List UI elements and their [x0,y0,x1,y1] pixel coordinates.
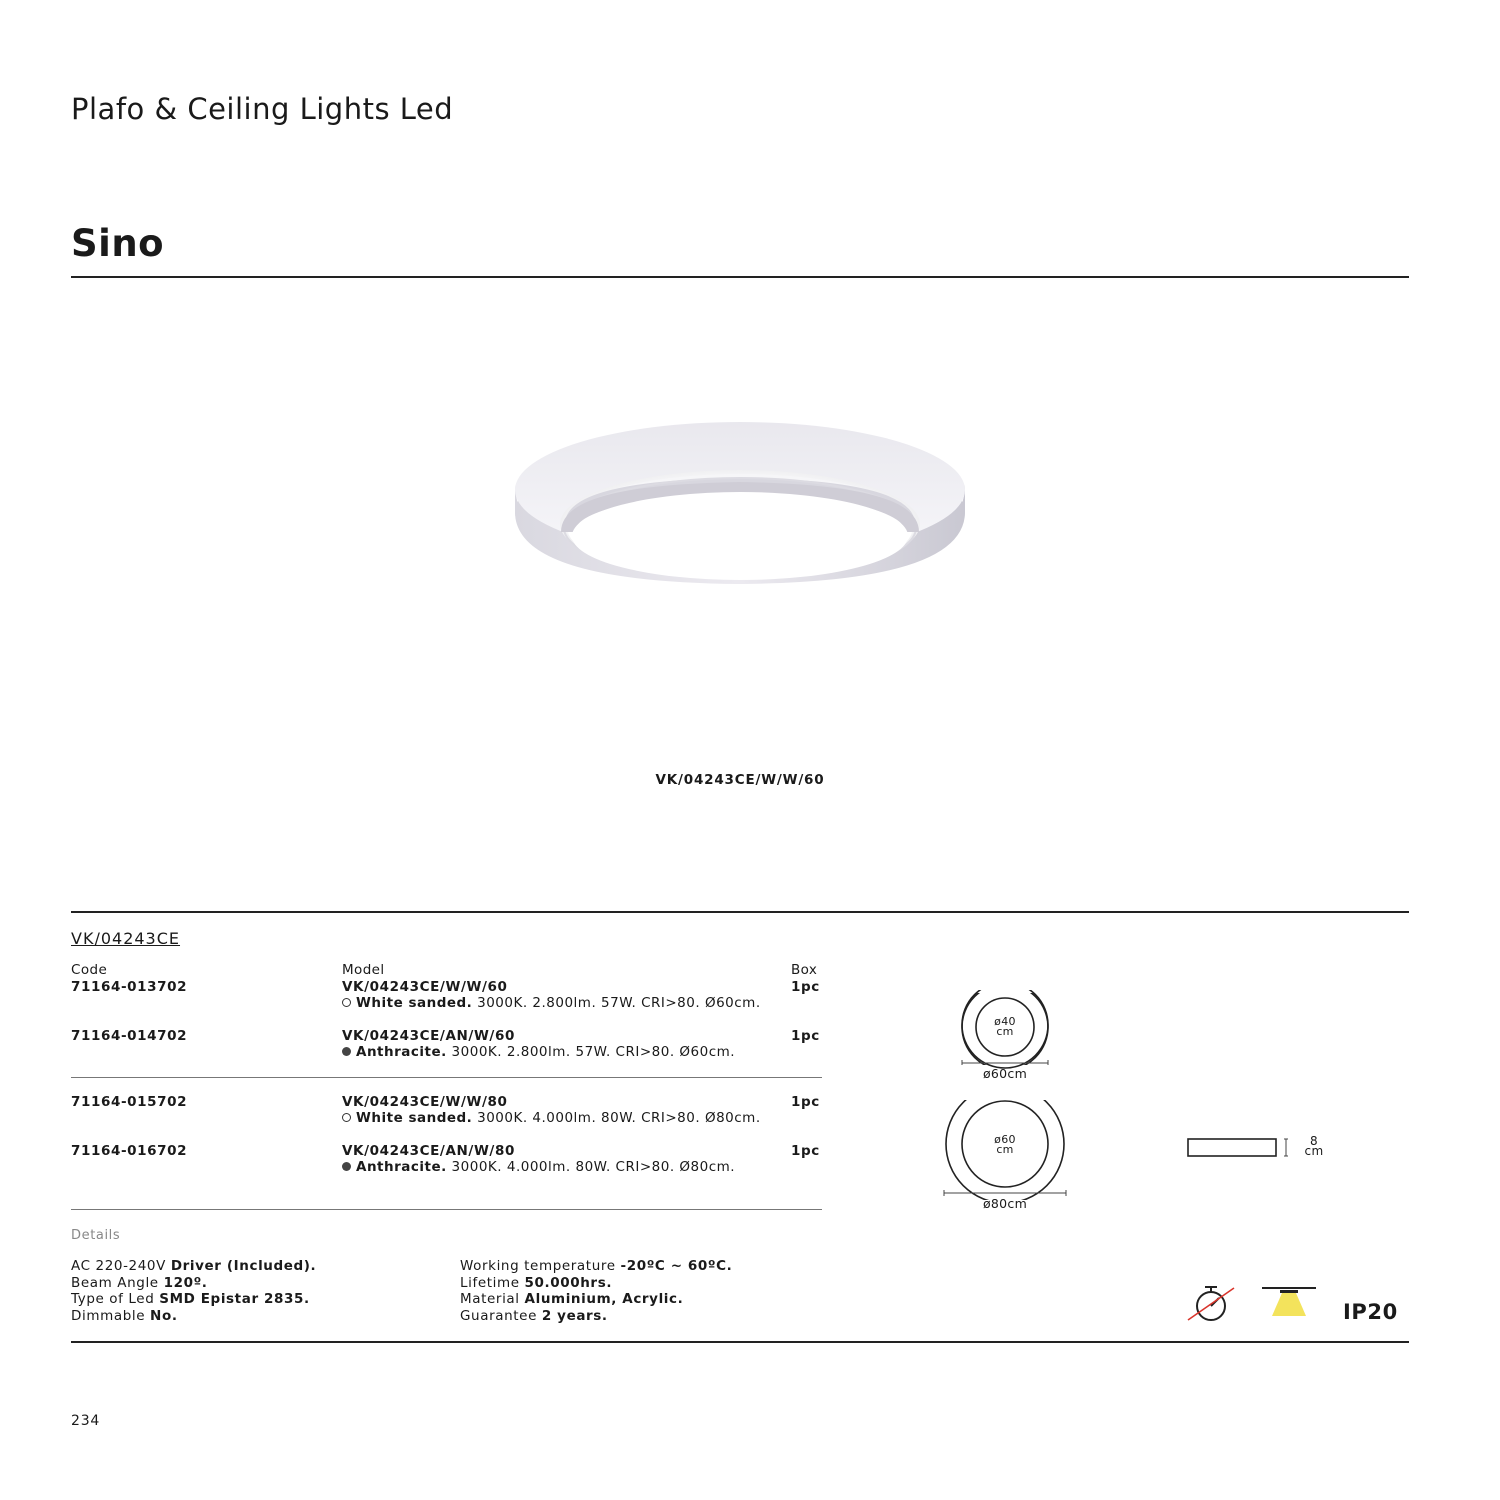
group-divider [71,1077,822,1078]
col-header-box: Box [791,962,818,978]
product-caption: VK/04243CE/W/W/60 [655,772,825,788]
detail-line: Dimmable No. [71,1307,178,1324]
downlight-beam-icon [1260,1284,1318,1320]
white-finish-icon [342,998,351,1007]
detail-line: Guarantee 2 years. [460,1307,608,1324]
table-row-code: 71164-014702 [71,1028,188,1044]
non-dimmable-icon [1184,1284,1238,1324]
table-row-box: 1pc [791,979,820,995]
anthracite-finish-icon [342,1162,351,1171]
side-profile-drawing [1186,1136,1292,1160]
product-image [505,412,975,592]
small-outer-diameter: ø60cm [982,1066,1028,1081]
product-title: Sino [71,222,165,265]
col-header-model: Model [342,962,385,978]
white-finish-icon [342,1113,351,1122]
page-number: 234 [71,1413,101,1429]
product-family-code: VK/04243CE [71,929,181,948]
details-right [460,1258,732,1324]
table-row-model: VK/04243CE/AN/W/80 [342,1143,515,1159]
detail-line: Beam Angle 120º. [71,1274,208,1291]
table-row-box: 1pc [791,1028,820,1044]
table-row-description: White sanded. 3000K. 4.000lm. 80W. CRI>80. Ø80cm. [342,1110,761,1126]
anthracite-finish-icon [342,1047,351,1056]
details-left [71,1258,316,1324]
small-inner-diameter: ø40 cm [994,1015,1016,1038]
section-divider [71,911,1409,913]
table-row-box: 1pc [791,1094,820,1110]
footer-divider [71,1341,1409,1343]
detail-line: Type of Led SMD Epistar 2835. [71,1291,310,1307]
height-dimension: 8 cm [1304,1134,1324,1158]
detail-line: Lifetime 50.000hrs. [460,1274,613,1291]
table-row-description: White sanded. 3000K. 2.800lm. 57W. CRI>80. Ø60cm. [342,995,761,1011]
table-row-model: VK/04243CE/W/W/80 [342,1094,508,1110]
table-row-description: Anthracite. 3000K. 2.800lm. 57W. CRI>80. Ø60cm. [342,1044,735,1060]
table-row-code: 71164-016702 [71,1143,188,1159]
table-end-divider [71,1209,822,1210]
large-outer-diameter: ø80cm [982,1196,1028,1211]
table-row-model: VK/04243CE/AN/W/60 [342,1028,515,1044]
ip-rating: IP20 [1343,1300,1398,1324]
detail-line: Working temperature -20ºC ~ 60ºC. [460,1258,733,1274]
title-divider [71,276,1409,278]
col-header-code: Code [71,962,108,978]
large-inner-diameter: ø60 cm [994,1133,1016,1156]
table-row-box: 1pc [791,1143,820,1159]
table-row-model: VK/04243CE/W/W/60 [342,979,508,995]
table-row-description: Anthracite. 3000K. 4.000lm. 80W. CRI>80. Ø80cm. [342,1159,735,1175]
table-row-code: 71164-013702 [71,979,188,995]
table-row-code: 71164-015702 [71,1094,188,1110]
detail-line: AC 220-240V Driver (Included). [71,1258,317,1274]
details-label: Details [71,1228,121,1243]
detail-line: Material Aluminium, Acrylic. [460,1291,684,1307]
category-title: Plafo & Ceiling Lights Led [71,92,454,126]
